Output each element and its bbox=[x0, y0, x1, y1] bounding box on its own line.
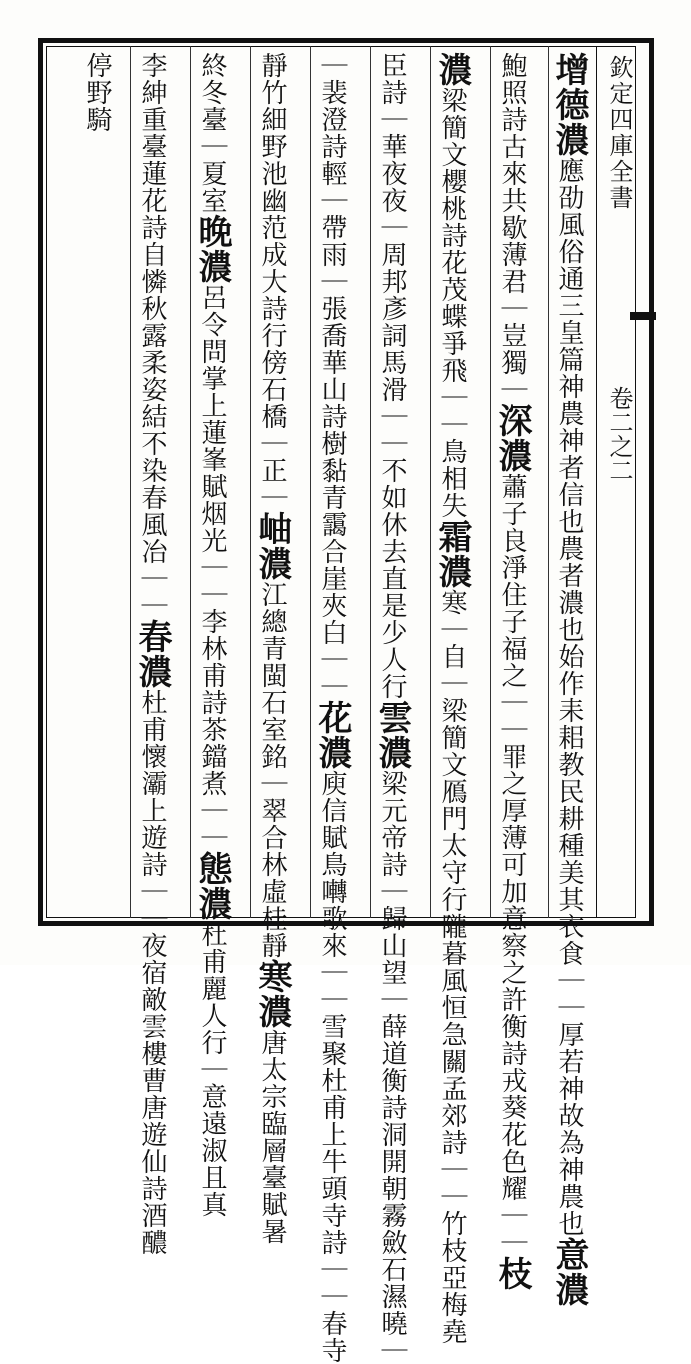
entry-text: 杜甫懷灞上遊詩｜｜夜宿敵雲樓曹唐遊仙詩酒醲 bbox=[137, 689, 167, 1256]
entry-head: 濃 bbox=[432, 52, 472, 87]
entry-text: 應劭風俗通三皇篇神農神者信也農者濃也始作耒耜教民耕種美其衣食｜｜厚若神故為神農也 bbox=[554, 157, 584, 1237]
volume-label: 卷二之二 bbox=[605, 386, 633, 482]
text-column-9 bbox=[82, 52, 112, 916]
fishtail-mark bbox=[630, 312, 656, 320]
column-rule bbox=[490, 46, 491, 918]
entry-text: 終冬臺｜夏室 bbox=[197, 52, 227, 214]
entry-head: 霜濃 bbox=[432, 519, 472, 589]
column-rule bbox=[250, 46, 251, 918]
entry-head: 枝 bbox=[492, 1256, 532, 1291]
entry-head: 意濃 bbox=[549, 1237, 589, 1307]
entry-head: 春濃 bbox=[132, 619, 172, 689]
entry-text: 唐太宗臨層臺賦暑 bbox=[257, 1029, 287, 1245]
entry-head: 晚濃 bbox=[192, 214, 232, 284]
entry-head: 雲濃 bbox=[372, 700, 412, 770]
entry-text: 李紳重臺蓮花詩自憐秋露柔姿結不染春風冶｜｜ bbox=[137, 52, 167, 619]
entry-text: 呂令問掌上蓮峯賦烟光｜｜李林甫詩茶鐺煮｜｜ bbox=[197, 284, 227, 851]
entry-head: 態濃 bbox=[192, 851, 232, 921]
column-rule bbox=[190, 46, 191, 918]
entry-text: 江總青閩石室銘｜翠合林虛桂靜 bbox=[257, 581, 287, 959]
column-rule bbox=[430, 46, 431, 918]
book-title: 欽定四庫全書 bbox=[605, 55, 633, 211]
entry-text: 鮑照詩古來共歇薄君｜豈獨｜ bbox=[497, 52, 527, 403]
column-rule bbox=[130, 46, 131, 918]
text-column-1 bbox=[549, 52, 589, 1307]
column-rule bbox=[370, 46, 371, 918]
text-column-6 bbox=[252, 52, 292, 1245]
entry-head: 深濃 bbox=[492, 403, 532, 473]
entry-text: 杜甫麗人行｜意遠淑且真 bbox=[197, 921, 227, 1218]
text-column-8 bbox=[132, 52, 172, 1256]
text-column-3 bbox=[432, 52, 472, 1345]
entry-head: 岫濃 bbox=[252, 511, 292, 581]
entry-head: 花濃 bbox=[312, 700, 352, 770]
entry-text: 臣詩｜華夜夜｜周邦彥詞馬滑｜｜不如休去直是少人行 bbox=[377, 52, 407, 700]
entry-text: 庾信賦鳥囀歌來｜｜雪聚杜甫上牛頭寺詩｜｜春寺 bbox=[317, 770, 347, 1364]
text-column-5 bbox=[312, 52, 352, 1364]
entry-text: 蕭子良淨住子福之｜｜罪之厚薄可加意察之許衡詩戎葵花色耀｜｜ bbox=[497, 473, 527, 1256]
column-rule bbox=[548, 46, 549, 918]
entry-text: ｜裴澄詩輕｜帶雨｜張喬華山詩樹黏青靄合崖夾白｜｜ bbox=[317, 52, 347, 700]
entry-head: 增德濃 bbox=[549, 52, 589, 157]
entry-text: 梁簡文櫻桃詩花茂蝶爭飛｜｜鳥相失 bbox=[437, 87, 467, 519]
text-column-2 bbox=[492, 52, 532, 1291]
entry-text: 停野騎 bbox=[82, 52, 112, 133]
entry-text: 梁元帝詩｜歸山望｜薛道衡詩洞開朝霧斂石濕曉｜ bbox=[377, 770, 407, 1364]
text-column-7 bbox=[192, 52, 232, 1218]
text-column-4 bbox=[372, 52, 412, 1364]
entry-head: 寒濃 bbox=[252, 959, 292, 1029]
column-rule bbox=[310, 46, 311, 918]
entry-text: 靜竹細野池幽范成大詩行傍石橋｜正｜ bbox=[257, 52, 287, 511]
entry-text: 寒｜自｜梁簡文鴈門太守行隴暮風恒急關孟郊詩｜｜竹枝亞梅堯 bbox=[437, 589, 467, 1345]
